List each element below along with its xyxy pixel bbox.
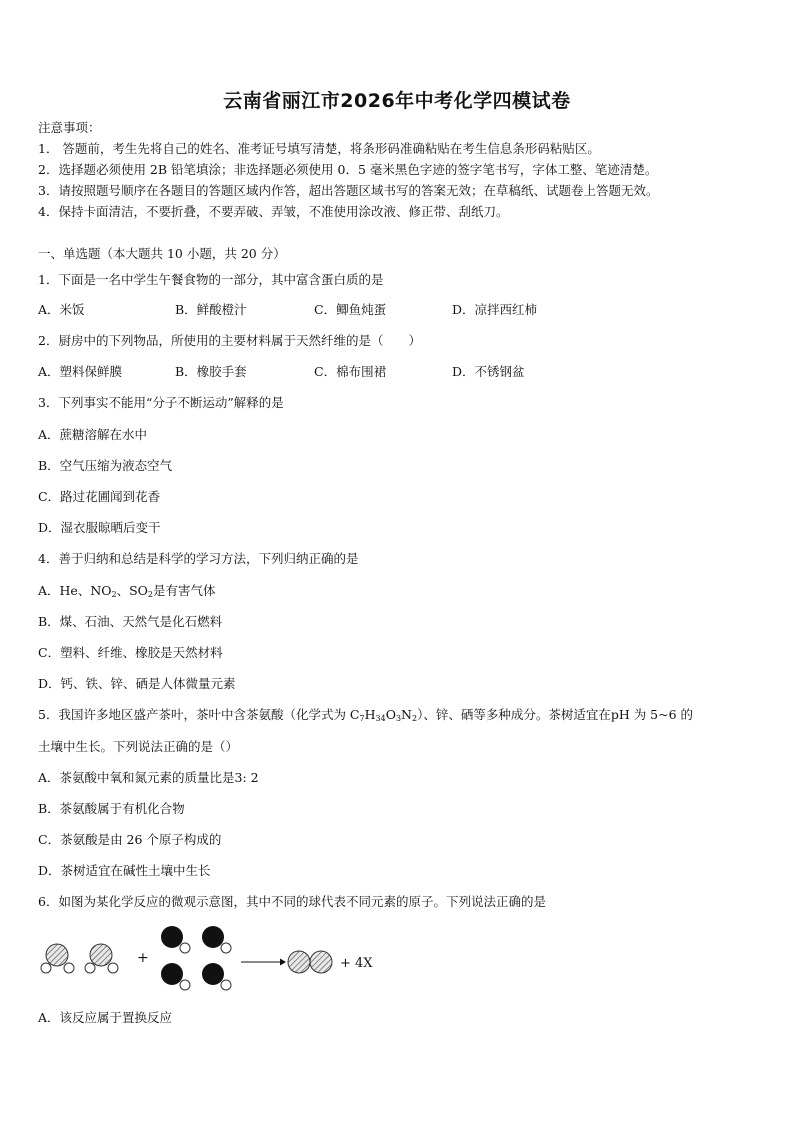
q1-option-a[interactable]: A．米饭 — [38, 302, 85, 317]
q1-option-c[interactable]: C．鲫鱼炖蛋 — [314, 302, 387, 317]
q3-option-c[interactable]: C．路过花圃闻到花香 — [38, 489, 161, 504]
question-2-stem: 2．厨房中的下列物品，所使用的主要材料属于天然纤维的是（ ） — [38, 333, 421, 348]
question-5-stem-line2: 土壤中生长。下列说法正确的是（） — [38, 739, 239, 754]
q5-formula-o-count: 3 — [395, 714, 402, 723]
q5-formula-n-count: 2 — [411, 714, 418, 723]
question-3-stem: 3．下列事实不能用“分子不断运动”解释的是 — [38, 395, 284, 410]
q5-formula-h-count: 34 — [375, 714, 386, 723]
q4-a-prefix: A．He、NO — [38, 583, 112, 598]
q2-option-b[interactable]: B．橡胶手套 — [175, 364, 247, 379]
q3-option-d[interactable]: D．湿衣服晾晒后变干 — [38, 520, 161, 535]
q2-option-d[interactable]: D．不锈钢盆 — [452, 364, 525, 379]
q1-option-d[interactable]: D．凉拌西红柿 — [452, 302, 538, 317]
q4-option-d[interactable]: D．钙、铁、锌、硒是人体微量元素 — [38, 676, 236, 691]
q5-option-a[interactable]: A．茶氨酸中氧和氮元素的质量比是3: 2 — [38, 770, 259, 785]
q3-option-b[interactable]: B．空气压缩为液态空气 — [38, 458, 173, 473]
reaction-diagram — [36, 920, 396, 1000]
question-4-stem: 4．善于归纳和总结是科学的学习方法，下列归纳正确的是 — [38, 551, 359, 566]
question-5-stem-line1 — [38, 707, 693, 727]
question-6-stem: 6．如图为某化学反应的微观示意图，其中不同的球代表不同元素的原子。下列说法正确的是 — [38, 894, 546, 909]
plus-sign: + — [137, 950, 149, 966]
q5-stem-part2: ）、锌、硒等多种成分。茶树适宜在pH 为 5~6 的 — [417, 707, 694, 722]
reactant-molecule-5 — [161, 963, 190, 990]
q4-option-c[interactable]: C．塑料、纤维、橡胶是天然材料 — [38, 645, 223, 660]
question-1-stem: 1．下面是一名中学生午餐食物的一部分，其中富含蛋白质的是 — [38, 272, 384, 287]
notice-item-2: 2．选择题必须使用 2B 铅笔填涂；非选择题必须使用 0．5 毫米黑色字迹的签字笔书写，字体工整、笔迹清楚。 — [38, 162, 658, 177]
exam-title: 云南省丽江市2026年中考化学四模试卷 — [223, 90, 571, 112]
q5-formula-n: N — [401, 707, 412, 722]
product-molecule — [288, 951, 332, 973]
q2-option-a[interactable]: A．塑料保鲜膜 — [38, 364, 123, 379]
notice-heading: 注意事项： — [38, 120, 101, 135]
q4-a-sub1: 2 — [111, 590, 117, 599]
q4-a-sub2: 2 — [147, 590, 154, 599]
q1-option-b[interactable]: B．鲜酸橙汁 — [175, 302, 247, 317]
q5-option-b[interactable]: B．茶氨酸属于有机化合物 — [38, 801, 185, 816]
reactant-molecule-2 — [85, 944, 118, 973]
q5-option-d[interactable]: D．茶树适宜在碱性土壤中生长 — [38, 863, 211, 878]
q5-stem-part1: 5．我国许多地区盛产茶叶，茶叶中含茶氨酸（化学式为 C — [38, 707, 360, 722]
notice-item-3: 3．请按照题号顺序在各题目的答题区域内作答，超出答题区域书写的答案无效；在草稿纸、试题卷上答题无效。 — [38, 183, 659, 198]
notice-item-4: 4．保持卡面清洁，不要折叠，不要弄破、弄皱，不准使用涂改液、修正带、刮纸刀。 — [38, 204, 509, 219]
reaction-arrow-icon — [241, 959, 286, 966]
q3-option-a[interactable]: A．蔗糖溶解在水中 — [38, 427, 148, 442]
reactant-molecule-1 — [41, 944, 74, 973]
q4-option-b[interactable]: B．煤、石油、天然气是化石燃料 — [38, 614, 223, 629]
q4-a-mid: 、SO — [116, 583, 148, 598]
q6-option-a[interactable]: A．该反应属于置换反应 — [38, 1010, 173, 1025]
q5-option-c[interactable]: C．茶氨酸是由 26 个原子构成的 — [38, 832, 222, 847]
reactant-molecule-3 — [161, 926, 190, 953]
reactant-molecule-6 — [202, 963, 231, 990]
notice-item-1: 1． 答题前，考生先将自己的姓名、准考证号填写清楚，将条形码准确粘贴在考生信息条形码粘贴区。 — [38, 141, 600, 156]
section-heading: 一、单选题（本大题共 10 小题，共 20 分） — [38, 246, 286, 261]
q5-formula-h: H — [364, 707, 376, 722]
q2-option-c[interactable]: C．棉布围裙 — [314, 364, 387, 379]
reactant-molecule-4 — [202, 926, 231, 953]
q4-a-suffix: 是有害气体 — [153, 583, 216, 598]
product-label: + 4X — [340, 956, 373, 971]
q4-option-a[interactable] — [38, 583, 216, 603]
q5-formula-c: 7 — [359, 714, 365, 723]
q5-formula-o: O — [385, 707, 396, 722]
